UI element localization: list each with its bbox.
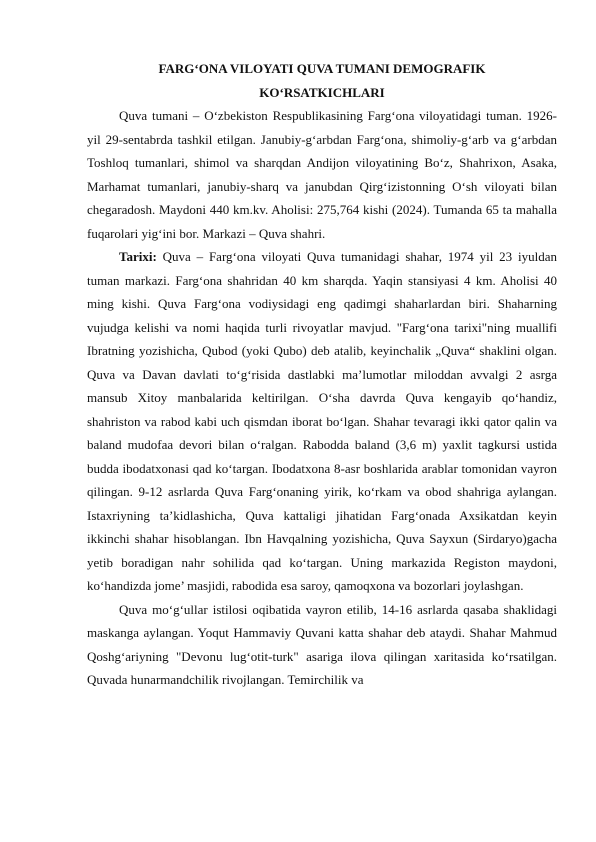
paragraph-intro <box>87 104 557 245</box>
paragraph-text: Quva mo‘g‘ullar istilosi oqibatida vayron etilib, 14-16 asrlarda qasaba shaklidagi maskanga aylangan. Yoqut Hammaviy Quvani katta shahar deb ataydi. Shahar Mahmud Qoshg‘ariyning "Devonu lug‘otit-turk" asariga ilova qilingan xaritasida ko‘rsatilgan. Quvada hunarmandchilik rivojlangan. Temirchilik va <box>87 601 557 687</box>
title-line-2: KO‘RSATKICHLARI <box>259 84 385 100</box>
title-line-1: FARG‘ONA VILOYATI QUVA TUMANI DEMOGRAFIK <box>158 61 486 76</box>
paragraph-mongol-era <box>87 598 557 692</box>
document-page <box>87 57 557 692</box>
paragraph-text: Quva – Farg‘ona viloyati Quva tumanidagi shahar, 1974 yil 23 iyuldan tuman markazi. Farg‘ona shahridan 40 km sharqda. Yaqin stansiyasi 4 km. Aholisi 40 ming kishi. Quva Farg‘ona vodiysidagi eng qadimgi shaharlardan biri. Shaharning vujudga kelishi va nomi haqida turli rivoyatlar mavjud. "Farg‘ona tarixi"ning muallifi Ibratning yozishicha, Qubod (yoki Qubo) deb atalib, keyinchalik „Quva“ shaklini olgan. Quva va Davan davlati to‘g‘risida dastlabki ma’lumotlar miloddan avvalgi 2 asrga mansub Xitoy manbalarida keltirilgan. O‘sha davrda Quva kengayib qo‘handiz, shahriston va rabod kabi uch qismdan iborat bo‘lgan. Shahar tevaragi ikki qator qalin va baland mudofaa devori bilan o‘ralgan. Rabodda baland (3,6 m) yaxlit tagkursi ustida budda ibodatxonasi qad ko‘targan. Ibodatxona 8-asr boshlarida arablar tomonidan vayron qilingan. 9-12 asrlarda Quva Farg‘onaning yirik, ko‘rkam va obod shahriga aylangan. Istaxriyning ta’kidlashicha, Quva kattaligi jihatidan Farg‘onada Axsikatdan keyin ikkinchi shahar hisoblangan. Ibn Havqalning yozishicha, Quva Sayxun (Sirdaryo)gacha yetib boradigan nahr sohilida qad ko‘targan. Uning markazida Registon maydoni, ko‘handizda jome’ masjidi, rabodida esa saroy, qamoqxona va bozorlari joylashgan. <box>87 249 557 593</box>
document-title <box>87 57 557 104</box>
paragraph-text: Quva tumani – O‘zbekiston Respublikasining Farg‘ona viloyatidagi tuman. 1926-yil 29-sentabrda tashkil etilgan. Janubiy-g‘arbdan Farg‘ona, shimoliy-g‘arb va g‘arbdan Toshloq tumanlari, shimol va sharqdan Andijon viloyatining Bo‘z, Shahrixon, Asaka, Marhamat tumanlari, janubiy-sharq va janubdan Qirg‘izistonning O‘sh viloyati bilan chegaradosh. Maydoni 440 km.kv. Aholisi: 275,764 kishi (2024). Tumanda 65 ta mahalla fuqarolari yig‘ini bor. Markazi – Quva shahri. <box>87 108 557 241</box>
paragraph-lead-heading: Tarixi: <box>119 249 157 264</box>
paragraph-history <box>87 245 557 598</box>
